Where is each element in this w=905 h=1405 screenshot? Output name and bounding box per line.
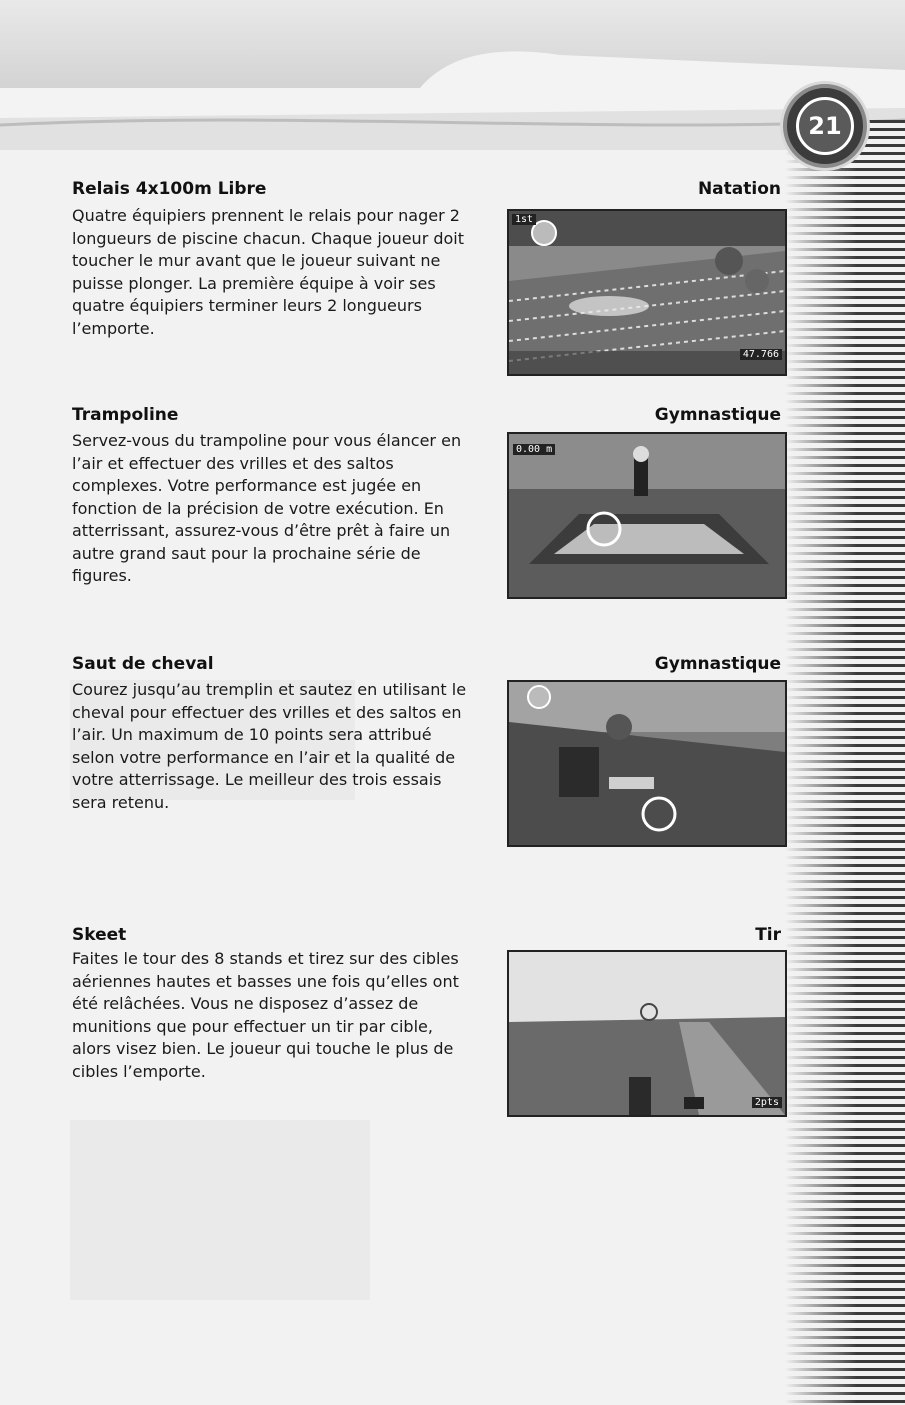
swimming-screenshot [507, 209, 787, 376]
vault-screenshot [507, 680, 787, 847]
hud-points: 2pts [752, 1097, 782, 1108]
hud-time: 47.766 [740, 349, 782, 360]
event-title: Skeet [72, 925, 127, 945]
page-number: 21 [796, 97, 854, 155]
event-title: Saut de cheval [72, 654, 214, 674]
header-band [0, 0, 905, 150]
event-description: Faites le tour des 8 stands et tirez sur des cibles aériennes hautes et basses une fois qu’elles ont été relâchées. Vous ne disposez d’assez de munitions que pour effectuer un tir par cible, alors visez bien. Le joueur qui touche le plus de cibles l’emporte. [72, 949, 459, 1081]
event-title: Relais 4x100m Libre [72, 179, 267, 199]
hud-height: 0.00 m [513, 444, 555, 455]
event-description: Quatre équipiers prennent le relais pour nager 2 longueurs de piscine chacun. Chaque joueur doit toucher le mur avant que le joueur suivant ne puisse plonger. La première équipe à voir ses quatre équipiers terminer leurs 2 longueurs l’emporte. [72, 206, 465, 338]
event-category: Natation [697, 179, 781, 199]
event-category: Gymnastique [654, 405, 781, 425]
header-swoosh [0, 0, 905, 150]
event-category: Tir [755, 925, 781, 945]
trampoline-screenshot [507, 432, 787, 599]
background-panel [70, 1120, 370, 1300]
event-description: Courez jusqu’au tremplin et sautez en utilisant le cheval pour effectuer des vrilles et des saltos en l’air. Un maximum de 10 points sera attribué selon votre performance en l’air et la qualité de votre atterrissage. Le meilleur des trois essais sera retenu. [72, 680, 467, 812]
hud-place: 1st [512, 214, 536, 225]
event-category: Gymnastique [654, 654, 781, 674]
decorative-stripes [785, 120, 905, 1405]
event-description: Servez-vous du trampoline pour vous élancer en l’air et effectuer des vrilles et des saltos complexes. Votre performance est jugée en fonction de la précision de votre exécution. En atterrissant, assurez-vous d’être prêt à faire un autre grand saut pour la prochaine série de figures. [72, 431, 462, 585]
event-title: Trampoline [72, 405, 179, 425]
page-number-badge [783, 84, 867, 168]
skeet-screenshot [507, 950, 787, 1117]
